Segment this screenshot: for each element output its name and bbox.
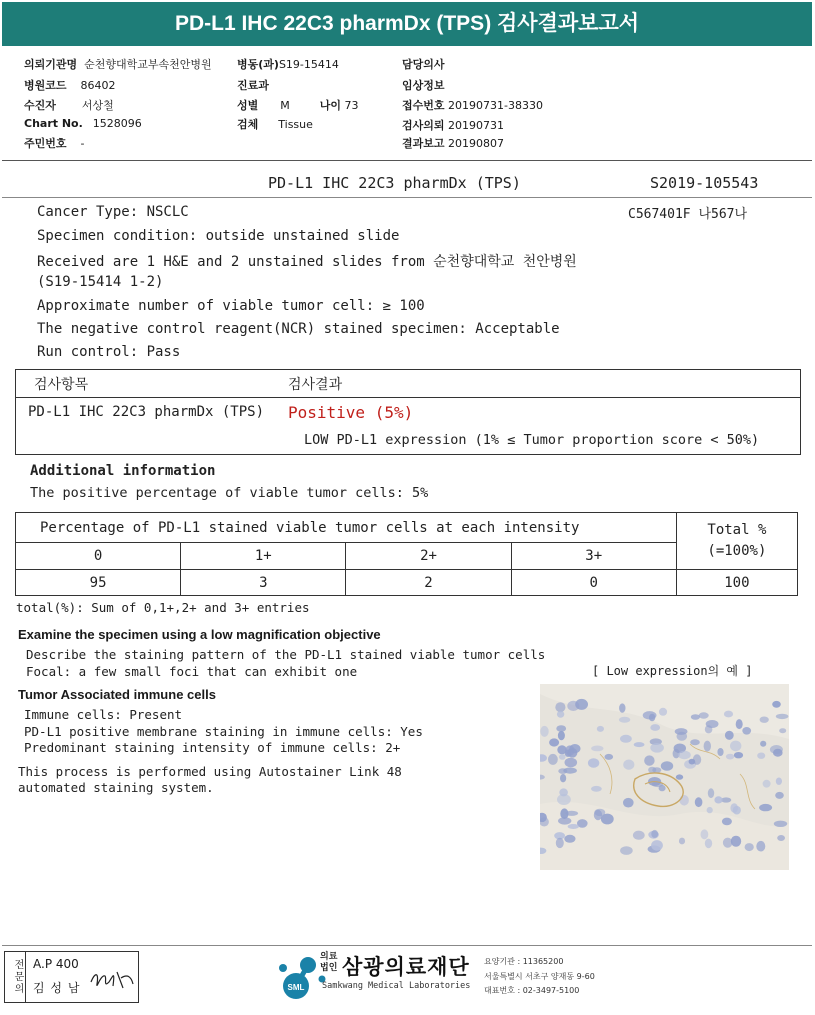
cancer-type: Cancer Type: NSCLC <box>37 204 189 220</box>
header-chart-no: Chart No. 1528096 <box>24 117 142 130</box>
org-name: 삼광의료재단 <box>342 955 470 979</box>
header-specimen: 검체 Tissue <box>237 118 313 131</box>
org-name-en: Samkwang Medical Laboratories <box>322 981 471 991</box>
immune-heading: Tumor Associated immune cells <box>18 687 216 702</box>
intensity-0-label: 0 <box>16 543 181 570</box>
intensity-3-label: 3+ <box>511 543 676 570</box>
additional-heading: Additional information <box>30 463 216 479</box>
intensity-2-label: 2+ <box>346 543 511 570</box>
examine-focal-line: Focal: a few small foci that can exhibit one <box>26 664 358 679</box>
stamp-code: A.P 400 <box>33 957 79 971</box>
header-hospital-code: 병원코드 86402 <box>24 79 116 92</box>
header-divider <box>2 160 812 161</box>
report-number: S2019-105543 <box>650 174 759 192</box>
immune-present: Immune cells: Present <box>24 707 183 722</box>
header-request-date: 검사의뢰 20190731 <box>402 119 505 132</box>
header-clinical-info: 임상정보 <box>402 79 445 92</box>
intensity-3-value: 0 <box>511 570 676 596</box>
intensity-2-value: 2 <box>346 570 511 596</box>
org-prefix-2: 법인 <box>320 963 338 973</box>
org-address: 서울특별시 서초구 양재동 9-60 <box>484 971 595 981</box>
received-slides: Received are 1 H&E and 2 unstained slides from 순천향대학교 천안병원 <box>37 254 577 270</box>
total-header <box>676 513 797 570</box>
header-doctor: 담당의사 <box>402 58 445 71</box>
org-phone: 대표번호 : 02-3497-5100 <box>484 986 580 995</box>
header-sex-age: 성별 M 나이 73 <box>237 99 359 112</box>
result-item-name: PD-L1 IHC 22C3 pharmDx (TPS) <box>28 404 265 420</box>
org-prefix-1: 의료 <box>320 952 338 962</box>
handwritten-signature <box>87 964 137 994</box>
ncr-control: The negative control reagent(NCR) stained specimen: Acceptable <box>37 321 560 337</box>
org-prefix <box>320 952 337 974</box>
stamp-label: 전문의 <box>5 952 26 1002</box>
intensity-0-value: 95 <box>16 570 181 596</box>
total-header-line1: Total % <box>707 522 767 538</box>
stamp-name: 김 성 남 <box>33 981 81 995</box>
examine-pattern-line: Describe the staining pattern of the PD-L1 stained viable tumor cells <box>26 647 546 662</box>
immune-intensity: Predominant staining intensity of immune cells: 2+ <box>24 740 401 755</box>
intensity-total-value: 100 <box>676 570 797 596</box>
intensity-1-label: 1+ <box>181 543 346 570</box>
slide-id: (S19-15414 1-2) <box>37 274 164 290</box>
image-caption: [ Low expression의 예 ] <box>592 664 753 678</box>
result-table-divider <box>16 397 800 398</box>
immune-membrane-staining: PD-L1 positive membrane staining in immune cells: Yes <box>24 724 423 739</box>
viable-tumor-count: Approximate number of viable tumor cell: ≥ 100 <box>37 298 425 314</box>
sml-logo-text: SML <box>287 983 305 992</box>
intensity-table <box>15 512 798 596</box>
process-line-1: This process is performed using Autostainer Link 48 <box>18 764 402 779</box>
footer-divider <box>2 945 812 946</box>
total-header-line2: (=100%) <box>707 543 767 559</box>
header-patient: 수진자 서상철 <box>24 99 114 112</box>
intensity-table-header: Percentage of PD-L1 stained viable tumor cells at each intensity <box>16 513 677 543</box>
result-value: Positive (5%) <box>288 403 414 422</box>
intensity-footnote: total(%): Sum of 0,1+,2+ and 3+ entries <box>16 600 310 615</box>
org-institution-code: 요양기관 : 11365200 <box>484 957 564 966</box>
examine-heading: Examine the specimen using a low magnification objective <box>18 627 381 642</box>
result-table <box>15 369 801 455</box>
additional-positive-percentage: The positive percentage of viable tumor cells: 5% <box>30 485 429 501</box>
header-ward: 병동(과)S19-15414 <box>237 58 339 71</box>
header-accession-no: 접수번호 20190731-38330 <box>402 99 543 112</box>
report-title: PD-L1 IHC 22C3 pharmDx (TPS) 검사결과보고서 <box>2 2 812 46</box>
result-col-result-header: 검사결과 <box>288 377 343 393</box>
block-code: C567401F 나567나 <box>628 207 748 222</box>
test-name-heading: PD-L1 IHC 22C3 pharmDx (TPS) <box>268 174 521 192</box>
result-note: LOW PD-L1 expression (1% ≤ Tumor proportion score < 50%) <box>304 432 760 448</box>
header-institution: 의뢰기관명 순천향대학교부속천안병원 <box>24 58 212 71</box>
run-control: Run control: Pass <box>37 344 181 360</box>
ihc-microscopy-image <box>540 684 789 870</box>
intensity-1-value: 3 <box>181 570 346 596</box>
header-clinic: 진료과 <box>237 79 269 92</box>
result-col-item-header: 검사항목 <box>34 377 89 393</box>
report-heading-divider <box>2 197 812 198</box>
specimen-condition: Specimen condition: outside unstained slide <box>37 228 400 244</box>
process-line-2: automated staining system. <box>18 780 214 795</box>
header-report-date: 결과보고 20190807 <box>402 137 505 150</box>
signature-stamp <box>4 951 139 1003</box>
header-id-no: 주민번호 - <box>24 137 85 150</box>
org-info <box>484 955 595 999</box>
